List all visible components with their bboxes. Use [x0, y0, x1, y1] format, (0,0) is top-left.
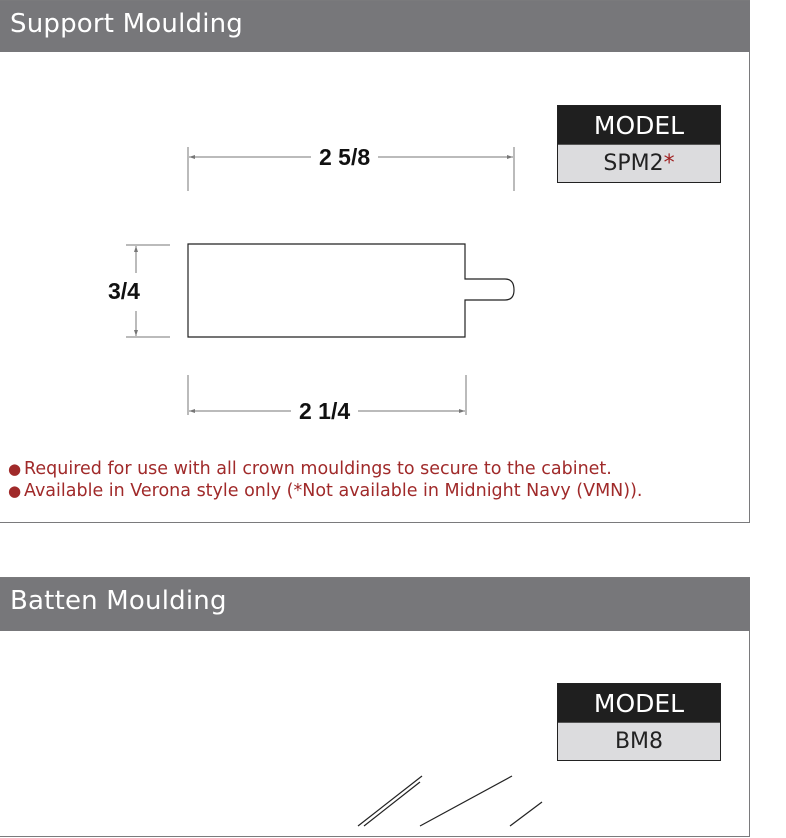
batten-drawing — [0, 578, 750, 838]
note-text: Available in Verona style only (*Not available in Midnight Navy (VMN)). — [24, 481, 643, 501]
model-label: MODEL — [558, 106, 720, 144]
batten-edge-line — [510, 802, 542, 826]
bullet-icon: ● — [8, 482, 22, 500]
dimension-top-width: 2 5/8 — [311, 144, 378, 171]
arrow-left-icon — [189, 155, 195, 159]
section-title: Batten Moulding — [10, 586, 227, 616]
notes-list — [8, 458, 642, 502]
arrow-right-icon — [507, 155, 513, 159]
arrow-left-icon — [189, 409, 195, 413]
model-value: BM8 — [558, 722, 720, 760]
arrow-right-icon — [459, 409, 465, 413]
bullet-icon: ● — [8, 460, 22, 478]
model-label: MODEL — [558, 684, 720, 722]
note-text: Required for use with all crown mouldings to secure to the cabinet. — [24, 459, 612, 479]
model-value: SPM2 — [603, 151, 664, 176]
batten-edge-line — [420, 776, 512, 826]
arrow-up-icon — [134, 246, 138, 252]
dimension-height: 3/4 — [102, 278, 146, 305]
model-asterisk: * — [663, 151, 675, 176]
list-item — [8, 480, 642, 502]
moulding-profile — [188, 244, 514, 337]
batten-edge-line — [364, 782, 420, 826]
dimension-bottom-width: 2 1/4 — [291, 398, 358, 425]
batten-moulding-section — [0, 577, 750, 837]
section-title: Support Moulding — [10, 9, 243, 39]
arrow-down-icon — [134, 330, 138, 336]
profile-drawing — [0, 1, 750, 524]
batten-edge-line — [358, 776, 422, 826]
list-item — [8, 458, 642, 480]
